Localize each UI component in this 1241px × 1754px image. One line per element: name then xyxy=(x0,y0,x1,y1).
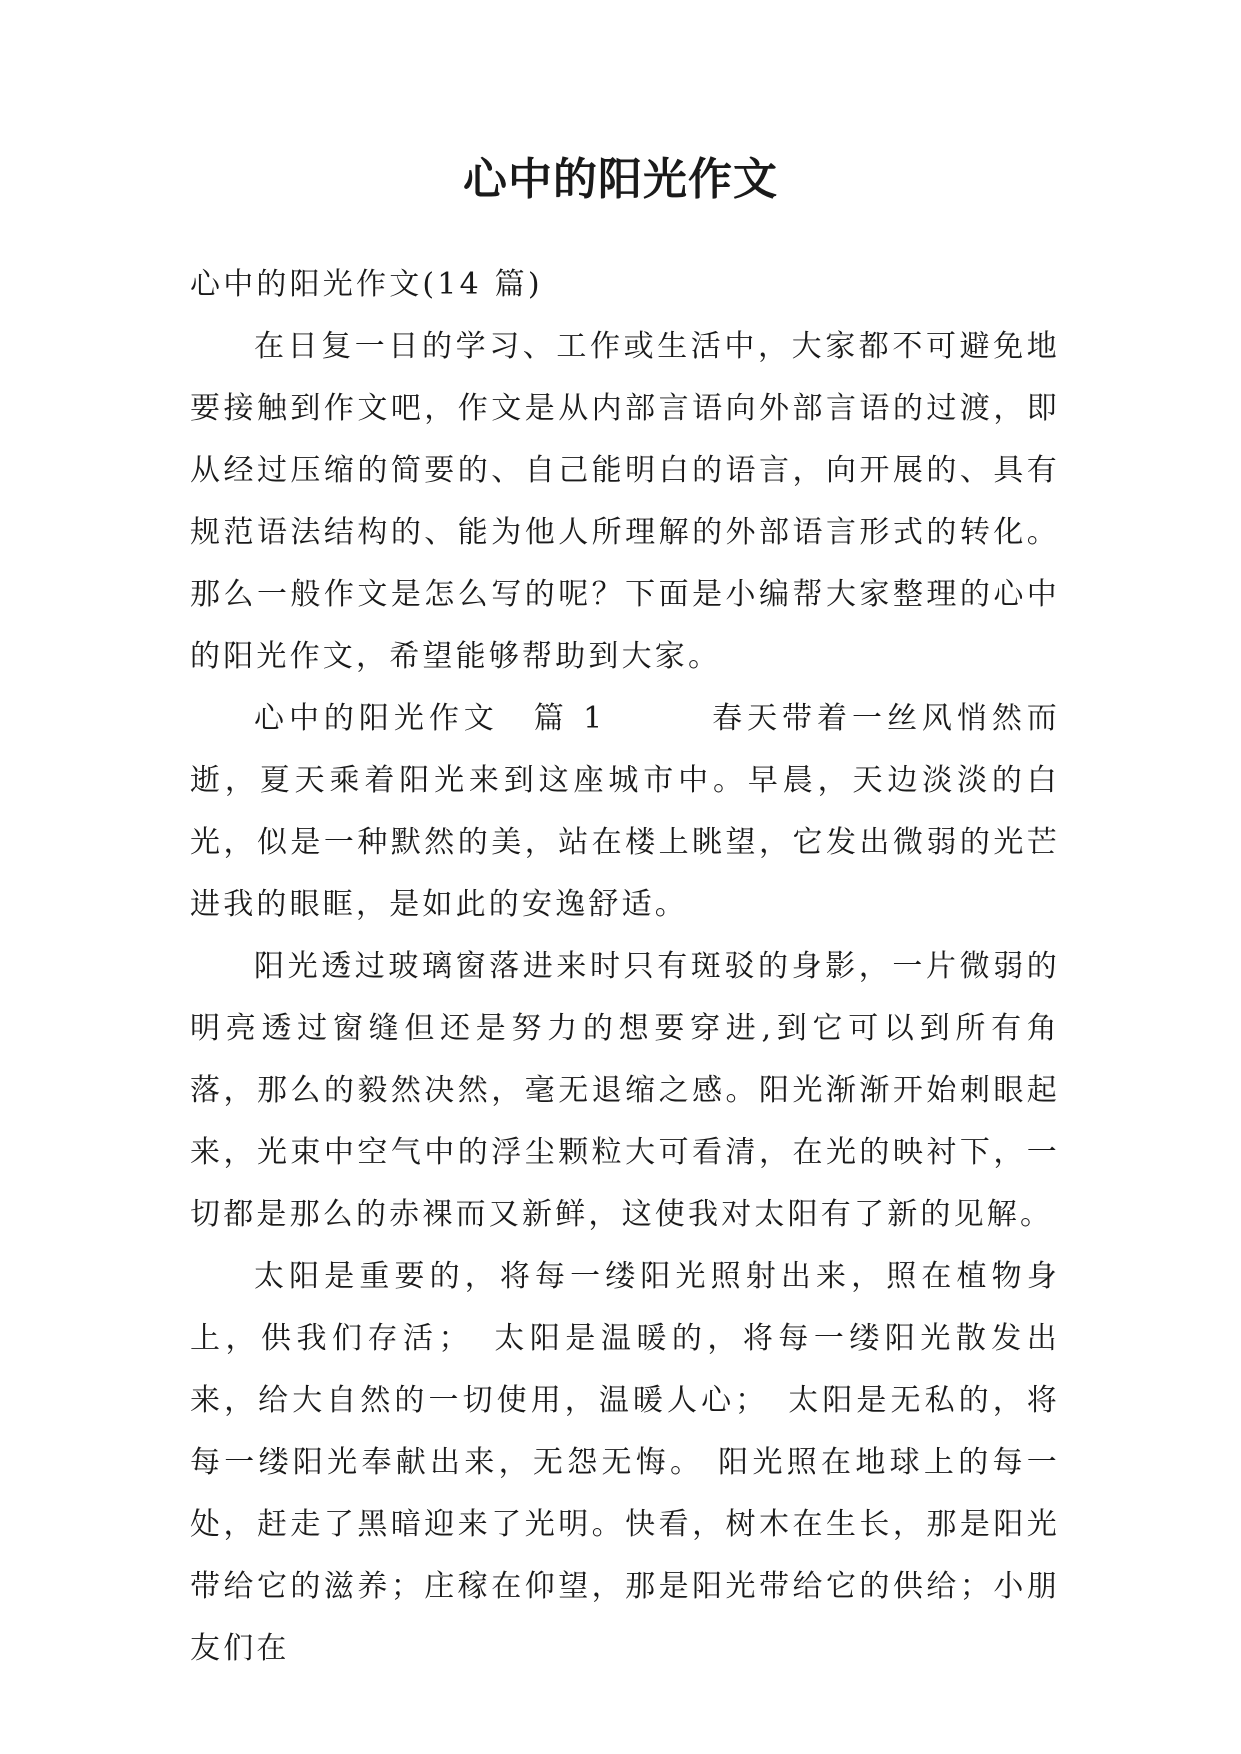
sunlight-window-paragraph: 阳光透过玻璃窗落进来时只有斑驳的身影，一片微弱的明亮透过窗缝但还是努力的想要穿进,到它可以到所有角落，那么的毅然决然，毫无退缩之感。阳光渐渐开始刺眼起来，光束中空气中的浮尘颗粒大可看清，在光的映衬下，一切都是那么的赤裸而又新鲜，这使我对太阳有了新的见解。 xyxy=(190,949,1060,1232)
piece-1-text: 春天带着一丝风悄然而逝，夏天乘着阳光来到这座城市中。早晨，天边淡淡的白光，似是一种默然的美，站在楼上眺望，它发出微弱的光芒进我的眼眶，是如此的安逸舒适。 xyxy=(190,701,1060,922)
document-subtitle: 心中的阳光作文(14 篇) xyxy=(190,267,543,302)
intro-paragraph: 在日复一日的学习、工作或生活中，大家都不可避免地要接触到作文吧，作文是从内部言语向外部言语的过渡，即从经过压缩的简要的、自己能明白的语言，向开展的、具有规范语法结构的、能为他人所理解的外部语言形式的转化。那么一般作文是怎么写的呢？下面是小编帮大家整理的心中的阳光作文，希望能够帮助到大家。 xyxy=(190,329,1060,674)
document-title: 心中的阳光作文 xyxy=(463,154,778,205)
document-body xyxy=(190,254,1060,1680)
sun-virtues-paragraph: 太阳是重要的，将每一缕阳光照射出来，照在植物身上，供我们存活； 太阳是温暖的，将每一缕阳光散发出来，给大自然的一切使用，温暖人心； 太阳是无私的，将每一缕阳光奉献出来，无怨无悔。 阳光照在地球上的每一处，赶走了黑暗迎来了光明。快看，树木在生长，那是阳光带给它的滋养；庄稼在仰望，那是阳光带给它的供给；小朋友们在 xyxy=(190,1259,1060,1666)
piece-1-paragraph xyxy=(190,688,1060,936)
piece-1-label: 心中的阳光作文 篇 1 xyxy=(254,701,713,736)
